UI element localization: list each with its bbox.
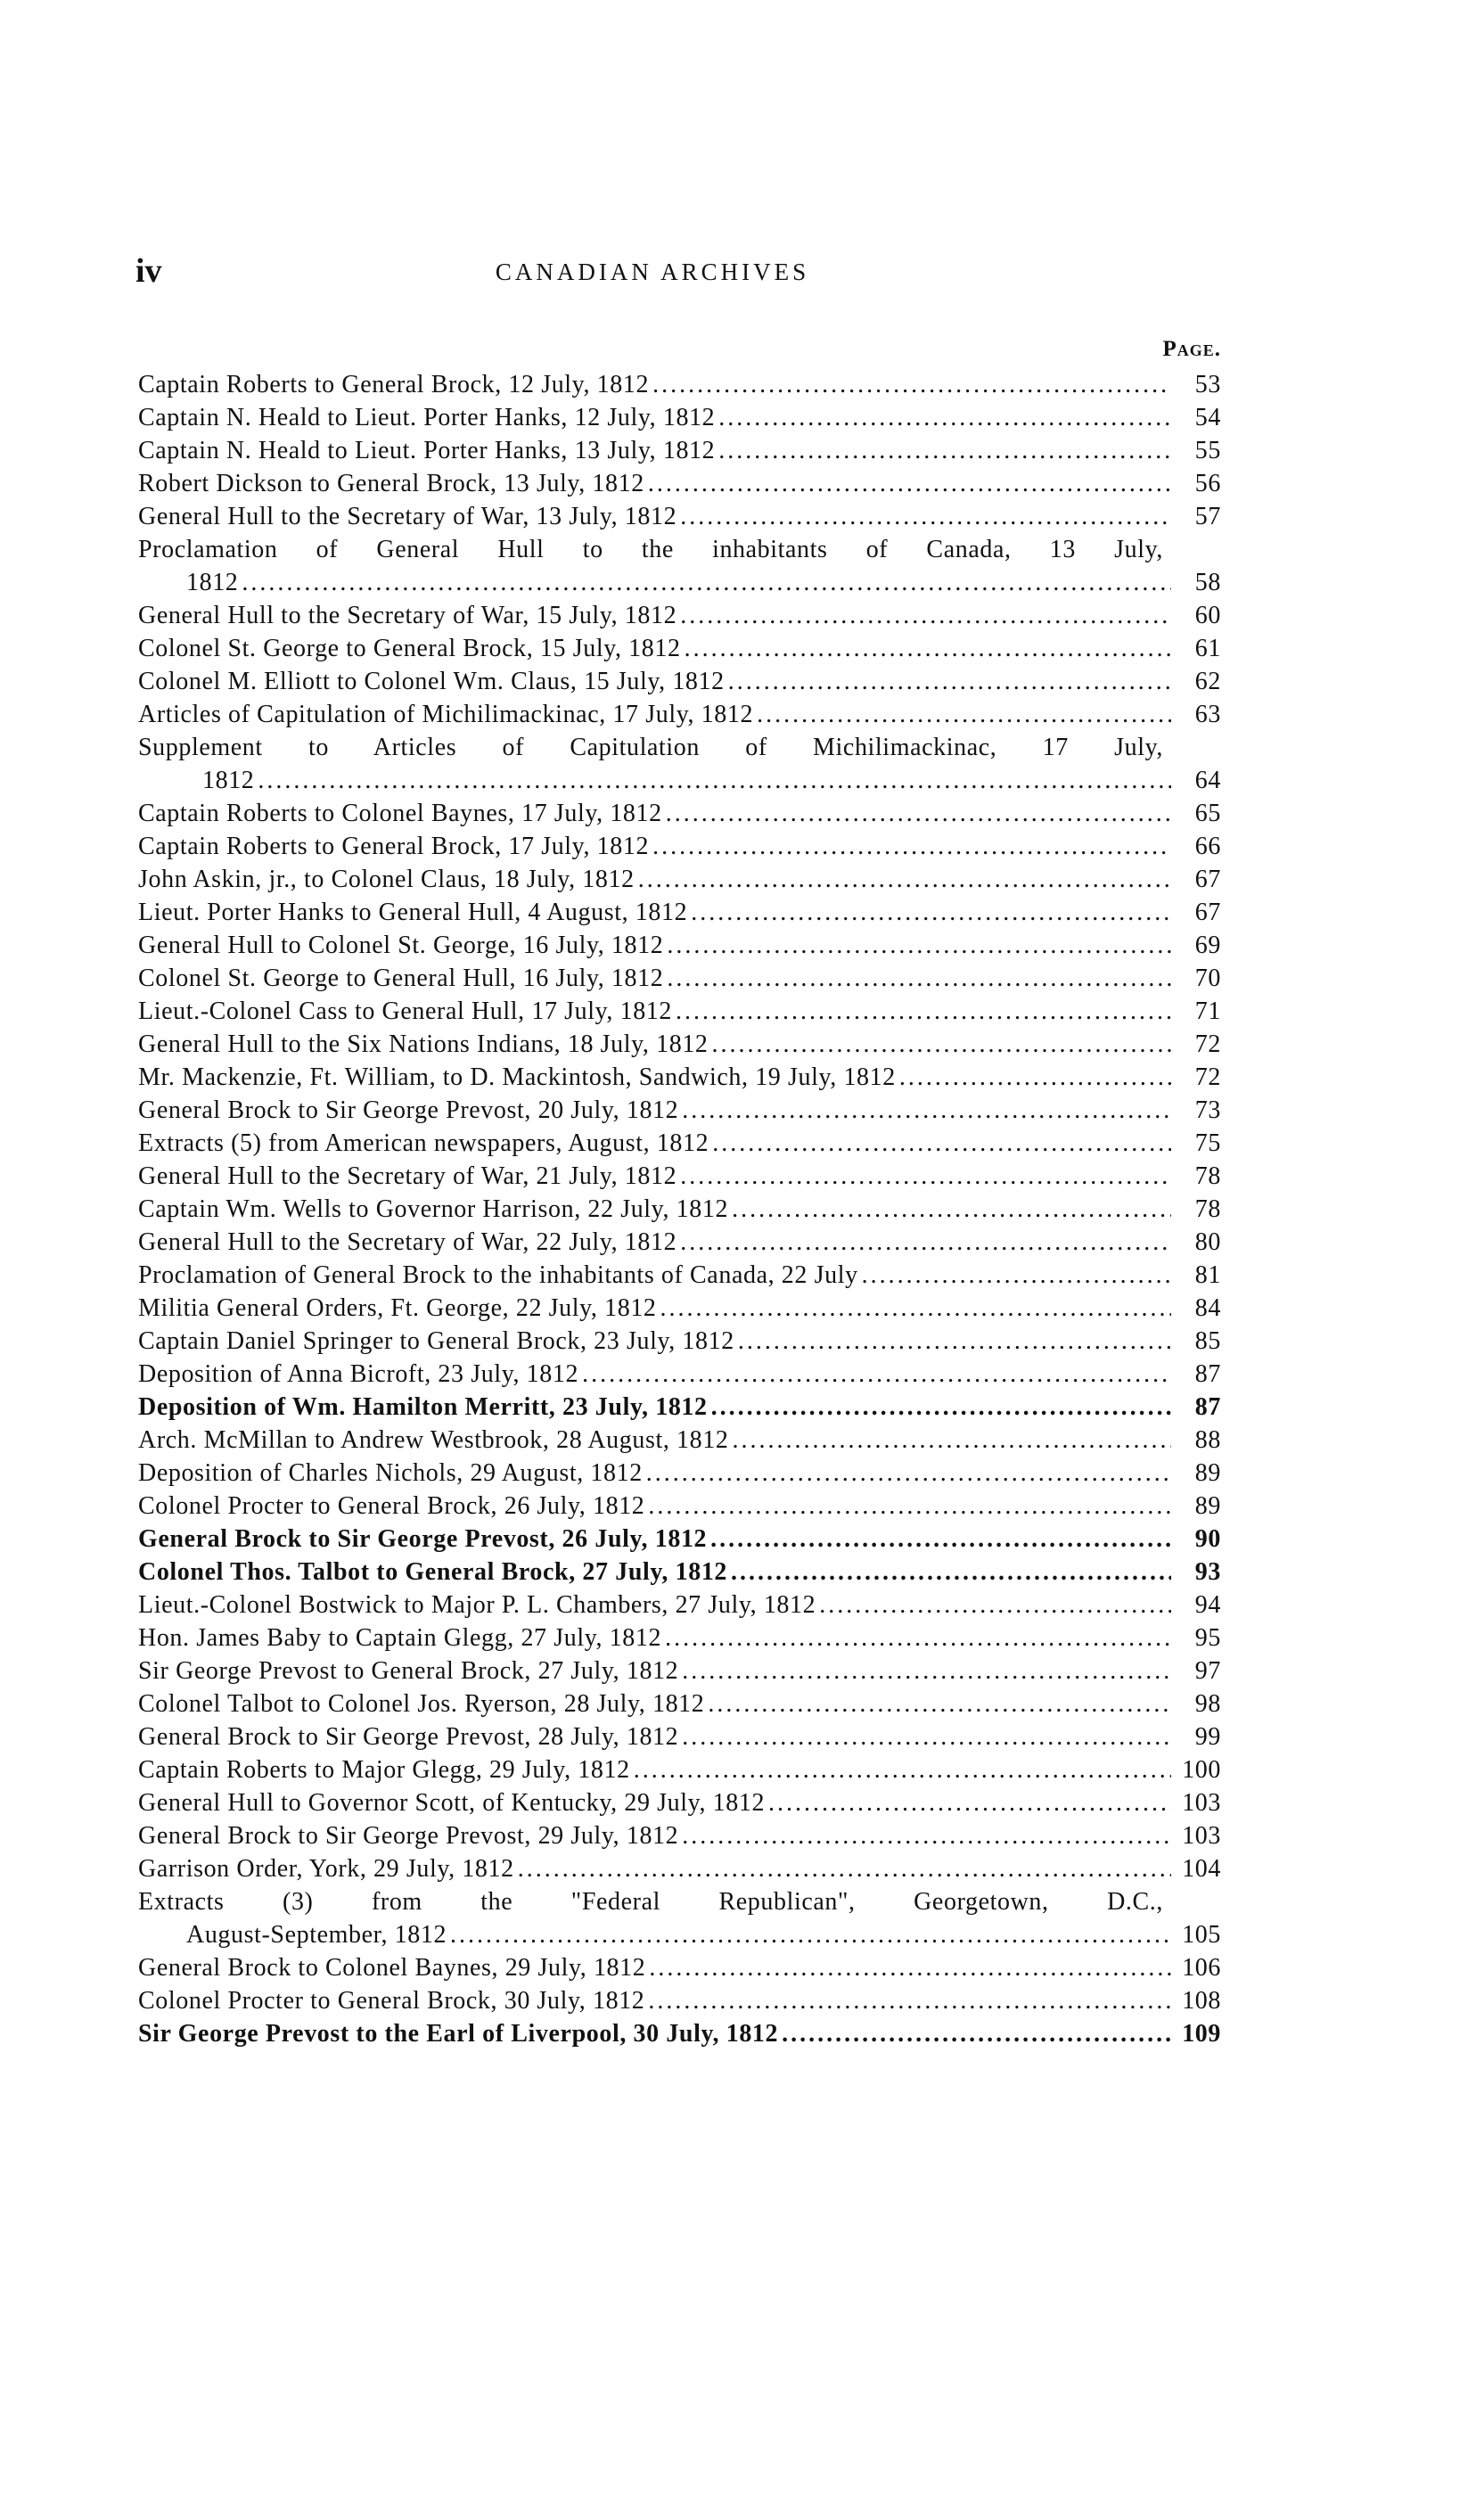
entry-page: 73 — [1194, 1096, 1221, 1124]
entry-page: 58 — [1194, 569, 1221, 596]
entry-page: 87 — [1194, 1393, 1221, 1421]
entry-title: General Brock to Colonel Baynes, 29 July, 1812 — [138, 1954, 646, 1982]
entry-page: 67 — [1194, 899, 1221, 926]
entry-title: Captain Wm. Wells to Governor Harrison, 22 July, 1812 — [138, 1195, 729, 1223]
entry-page: 105 — [1182, 1921, 1221, 1949]
toc-entry — [138, 1621, 1221, 1654]
dot-leader — [899, 1061, 1171, 1094]
entry-title: Captain N. Heald to Lieut. Porter Hanks, 13 July, 1812 — [138, 437, 716, 464]
toc-entry — [138, 1852, 1221, 1885]
entry-page: 78 — [1194, 1195, 1221, 1223]
entry-title: Mr. Mackenzie, Ft. William, to D. Mackintosh, Sandwich, 19 July, 1812 — [138, 1063, 896, 1091]
toc-entry — [138, 1424, 1221, 1457]
dot-leader — [711, 1391, 1171, 1424]
entry-page: 103 — [1182, 1789, 1221, 1817]
dot-leader — [676, 995, 1171, 1028]
toc-entry — [138, 368, 1221, 401]
dot-leader — [862, 1259, 1171, 1292]
toc-entry — [138, 1589, 1221, 1621]
entry-title: John Askin, jr., to Colonel Claus, 18 July, 1812 — [138, 866, 635, 893]
toc-entry — [138, 1720, 1221, 1753]
entry-page: 98 — [1194, 1690, 1221, 1718]
entry-page: 67 — [1194, 866, 1221, 893]
entry-title: Colonel St. George to General Hull, 16 July, 1812 — [138, 965, 664, 992]
toc-entry — [138, 863, 1221, 896]
entry-title: General Hull to the Six Nations Indians, 18 July, 1812 — [138, 1030, 709, 1058]
dot-leader — [685, 632, 1171, 665]
toc-entry — [138, 1457, 1221, 1490]
dot-leader — [712, 1028, 1171, 1061]
toc-entry — [138, 1786, 1221, 1819]
toc-entry — [138, 500, 1221, 533]
dot-leader — [738, 1325, 1171, 1358]
entry-title: Lieut.-Colonel Cass to General Hull, 17 July, 1812 — [138, 997, 672, 1025]
entry-title: General Brock to Sir George Prevost, 26 July, 1812 — [138, 1525, 708, 1553]
page-number: iv — [135, 252, 162, 290]
entry-page: 54 — [1194, 404, 1221, 431]
entry-title: General Hull to the Secretary of War, 13 July, 1812 — [138, 503, 677, 530]
entry-title: Captain Roberts to General Brock, 17 July, 1812 — [138, 833, 650, 860]
dot-leader — [648, 467, 1171, 500]
dot-leader — [731, 1556, 1171, 1589]
toc-entry — [138, 929, 1221, 962]
dot-leader — [666, 797, 1171, 830]
dot-leader — [648, 1984, 1171, 2017]
entry-title: Deposition of Anna Bicroft, 23 July, 1812 — [138, 1360, 579, 1388]
toc-entry — [138, 1951, 1221, 1984]
running-title: CANADIAN ARCHIVES — [495, 259, 810, 285]
dot-leader — [646, 1457, 1171, 1490]
entry-page: 94 — [1194, 1591, 1221, 1619]
entry-page: 61 — [1194, 635, 1221, 662]
toc-entry — [138, 533, 1221, 599]
toc-entry — [138, 731, 1221, 797]
dot-leader — [667, 962, 1171, 995]
entry-title: Colonel Talbot to Colonel Jos. Ryerson, 28 July, 1812 — [138, 1690, 705, 1718]
entry-page: 100 — [1182, 1756, 1221, 1784]
entry-page: 69 — [1194, 932, 1221, 959]
toc-entry — [138, 1028, 1221, 1061]
toc-entry — [138, 1819, 1221, 1852]
entry-title: Captain Roberts to Colonel Baynes, 17 July, 1812 — [138, 800, 662, 827]
entry-page: 108 — [1182, 1987, 1221, 2015]
entry-title: General Hull to Governor Scott, of Kentucky, 29 July, 1812 — [138, 1789, 766, 1817]
entry-title: Sir George Prevost to the Earl of Liverpool, 30 July, 1812 — [138, 2020, 779, 2048]
entry-page: 65 — [1194, 800, 1221, 827]
dot-leader — [242, 566, 1171, 599]
dot-leader — [638, 863, 1171, 896]
toc-entry — [138, 1127, 1221, 1160]
toc-entry — [138, 1523, 1221, 1556]
toc-entry — [138, 1061, 1221, 1094]
toc-entry — [138, 1259, 1221, 1292]
entry-page: 106 — [1182, 1954, 1221, 1982]
entry-page: 104 — [1182, 1855, 1221, 1883]
entry-continuation — [138, 1918, 1221, 1951]
entry-page: 66 — [1194, 833, 1221, 860]
entry-page: 78 — [1194, 1162, 1221, 1190]
toc-entry — [138, 1984, 1221, 2017]
dot-leader — [732, 1424, 1171, 1457]
dot-leader — [732, 1193, 1171, 1226]
entry-title: Deposition of Charles Nichols, 29 August, 1812 — [138, 1459, 643, 1487]
entry-page: 81 — [1194, 1261, 1221, 1289]
toc-entry — [138, 1160, 1221, 1193]
dot-leader — [652, 368, 1171, 401]
toc-entry — [138, 896, 1221, 929]
entry-continuation — [138, 764, 1221, 797]
dot-leader — [652, 830, 1171, 863]
entry-page: 87 — [1194, 1360, 1221, 1388]
entry-page: 89 — [1194, 1492, 1221, 1520]
entry-title: General Hull to the Secretary of War, 22 July, 1812 — [138, 1228, 677, 1256]
entry-title: General Brock to Sir George Prevost, 28 July, 1812 — [138, 1723, 679, 1751]
toc-entry — [138, 1885, 1221, 1951]
entry-title: Sir George Prevost to General Brock, 27 July, 1812 — [138, 1657, 679, 1685]
entry-title: Garrison Order, York, 29 July, 1812 — [138, 1855, 514, 1883]
toc-entry — [138, 1193, 1221, 1226]
entry-page: 60 — [1194, 602, 1221, 629]
entry-title: General Hull to the Secretary of War, 21 July, 1812 — [138, 1162, 677, 1190]
toc-entry — [138, 434, 1221, 467]
toc-entry — [138, 830, 1221, 863]
toc-entry — [138, 1292, 1221, 1325]
entry-title: Colonel Procter to General Brock, 30 July, 1812 — [138, 1987, 645, 2015]
entry-title: Proclamation of General Brock to the inhabitants of Canada, 22 July — [138, 1261, 858, 1289]
entry-title-continued: August-September, 1812 — [186, 1921, 447, 1949]
toc-entry — [138, 2017, 1221, 2050]
entry-title: Articles of Capitulation of Michilimackinac, 17 July, 1812 — [138, 701, 754, 728]
entry-page: 55 — [1194, 437, 1221, 464]
entry-title: General Hull to the Secretary of War, 15 July, 1812 — [138, 602, 677, 629]
entry-title: Lieut. Porter Hanks to General Hull, 4 August, 1812 — [138, 899, 688, 926]
toc-entry — [138, 1687, 1221, 1720]
dot-leader — [680, 500, 1171, 533]
entry-page: 53 — [1194, 371, 1221, 398]
dot-leader — [682, 1720, 1171, 1753]
toc-entry — [138, 1654, 1221, 1687]
entry-title: Captain Daniel Springer to General Brock, 23 July, 1812 — [138, 1327, 734, 1355]
entry-title: Extracts (3) from the "Federal Republican", Georgetown, D.C., — [138, 1888, 1163, 1916]
entry-page: 62 — [1194, 668, 1221, 695]
dot-leader — [450, 1918, 1171, 1951]
dot-leader — [680, 599, 1171, 632]
entry-page: 64 — [1194, 767, 1221, 794]
dot-leader — [708, 1687, 1171, 1720]
dot-leader — [667, 929, 1171, 962]
dot-leader — [682, 1654, 1171, 1687]
entry-page: 99 — [1194, 1723, 1221, 1751]
entry-title: Extracts (5) from American newspapers, August, 1812 — [138, 1129, 709, 1157]
entry-title: Militia General Orders, Ft. George, 22 July, 1812 — [138, 1294, 657, 1322]
dot-leader — [660, 1292, 1171, 1325]
toc-entry — [138, 632, 1221, 665]
dot-leader — [582, 1358, 1171, 1391]
dot-leader — [712, 1127, 1171, 1160]
entry-page: 80 — [1194, 1228, 1221, 1256]
entry-page: 95 — [1194, 1624, 1221, 1652]
dot-leader — [728, 665, 1171, 698]
entry-title: Robert Dickson to General Brock, 13 July, 1812 — [138, 470, 644, 497]
entry-title: Lieut.-Colonel Bostwick to Major P. L. Chambers, 27 July, 1812 — [138, 1591, 816, 1619]
entry-page: 70 — [1194, 965, 1221, 992]
entry-title: Colonel Thos. Talbot to General Brock, 27 July, 1812 — [138, 1558, 728, 1586]
entry-page: 88 — [1194, 1426, 1221, 1454]
dot-leader — [682, 1819, 1171, 1852]
entry-page: 89 — [1194, 1459, 1221, 1487]
dot-leader — [757, 698, 1171, 731]
entry-page: 56 — [1194, 470, 1221, 497]
dot-leader — [682, 1094, 1171, 1127]
entry-title: Supplement to Articles of Capitulation of Michilimackinac, 17 July, — [138, 734, 1163, 761]
entry-title: General Brock to Sir George Prevost, 29 July, 1812 — [138, 1822, 679, 1850]
dot-leader — [768, 1786, 1171, 1819]
entry-title: Colonel M. Elliott to Colonel Wm. Claus, 15 July, 1812 — [138, 668, 725, 695]
entry-page: 90 — [1194, 1525, 1221, 1553]
entry-title: Captain N. Heald to Lieut. Porter Hanks, 12 July, 1812 — [138, 404, 716, 431]
entry-page: 85 — [1194, 1327, 1221, 1355]
toc-entry — [138, 467, 1221, 500]
entry-title: General Brock to Sir George Prevost, 20 July, 1812 — [138, 1096, 679, 1124]
entry-page: 103 — [1182, 1822, 1221, 1850]
table-of-contents — [138, 368, 1221, 2050]
toc-entry — [138, 962, 1221, 995]
dot-leader — [718, 401, 1171, 434]
entry-continuation — [138, 566, 1221, 599]
toc-entry — [138, 797, 1221, 830]
dot-leader — [680, 1160, 1171, 1193]
entry-page: 63 — [1194, 701, 1221, 728]
entry-title: Deposition of Wm. Hamilton Merritt, 23 July, 1812 — [138, 1393, 708, 1421]
entry-page: 109 — [1182, 2020, 1221, 2048]
entry-title-continued: 1812 — [202, 767, 255, 794]
toc-entry — [138, 1094, 1221, 1127]
entry-title: Captain Roberts to General Brock, 12 July, 1812 — [138, 371, 650, 398]
toc-entry — [138, 698, 1221, 731]
entry-title: Hon. James Baby to Captain Glegg, 27 July, 1812 — [138, 1624, 662, 1652]
dot-leader — [819, 1589, 1171, 1621]
toc-entry — [138, 665, 1221, 698]
entry-title: Arch. McMillan to Andrew Westbrook, 28 August, 1812 — [138, 1426, 729, 1454]
dot-leader — [782, 2017, 1171, 2050]
dot-leader — [634, 1753, 1171, 1786]
entry-page: 57 — [1194, 503, 1221, 530]
dot-leader — [258, 764, 1171, 797]
dot-leader — [691, 896, 1171, 929]
dot-leader — [665, 1621, 1171, 1654]
toc-entry — [138, 1556, 1221, 1589]
page-header — [135, 251, 1169, 296]
entry-page: 93 — [1194, 1558, 1221, 1586]
entry-title: Colonel St. George to General Brock, 15 July, 1812 — [138, 635, 681, 662]
dot-leader — [518, 1852, 1171, 1885]
dot-leader — [648, 1490, 1171, 1523]
entry-page: 71 — [1194, 997, 1221, 1025]
entry-title: Proclamation of General Hull to the inhabitants of Canada, 13 July, — [138, 536, 1163, 563]
toc-entry — [138, 1358, 1221, 1391]
entry-page: 72 — [1194, 1030, 1221, 1058]
toc-entry — [138, 1490, 1221, 1523]
toc-entry — [138, 599, 1221, 632]
toc-entry — [138, 401, 1221, 434]
toc-entry — [138, 1753, 1221, 1786]
entry-title-continued: 1812 — [186, 569, 239, 596]
dot-leader — [680, 1226, 1171, 1259]
entry-title: Colonel Procter to General Brock, 26 July, 1812 — [138, 1492, 645, 1520]
page-column-label: Page. — [1162, 337, 1221, 361]
entry-page: 84 — [1194, 1294, 1221, 1322]
entry-page: 75 — [1194, 1129, 1221, 1157]
entry-page: 97 — [1194, 1657, 1221, 1685]
toc-entry — [138, 1391, 1221, 1424]
toc-entry — [138, 1325, 1221, 1358]
dot-leader — [649, 1951, 1171, 1984]
dot-leader — [718, 434, 1171, 467]
entry-title: General Hull to Colonel St. George, 16 July, 1812 — [138, 932, 664, 959]
toc-entry — [138, 1226, 1221, 1259]
entry-page: 72 — [1194, 1063, 1221, 1091]
toc-entry — [138, 995, 1221, 1028]
dot-leader — [710, 1523, 1171, 1556]
entry-title: Captain Roberts to Major Glegg, 29 July, 1812 — [138, 1756, 630, 1784]
